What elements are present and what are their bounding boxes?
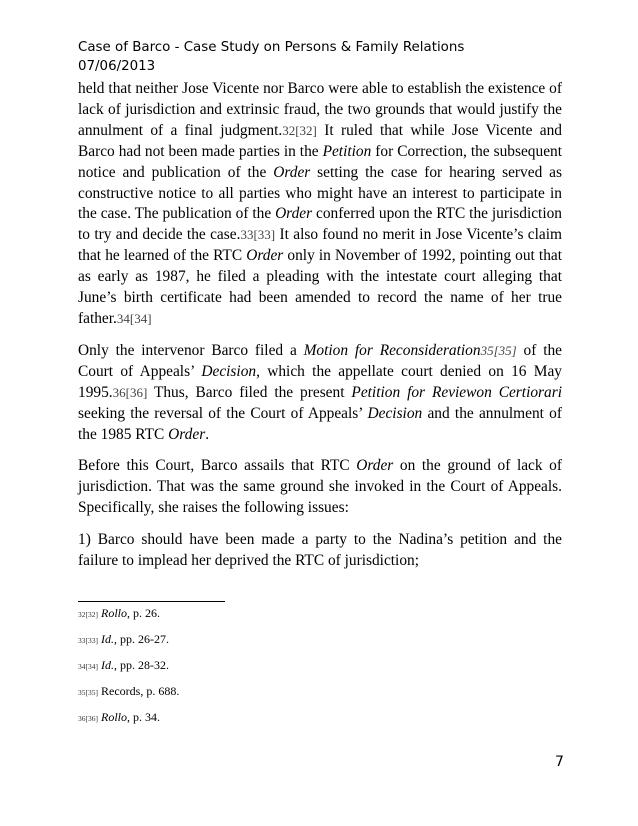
footnotes: [78, 605, 179, 735]
p2-text-e: seeking the reversal of the Court of Appeals’: [78, 404, 368, 422]
header-date: 07/06/2013: [78, 59, 156, 74]
p3-italic-order: Order: [356, 457, 394, 475]
footnote-italic: Id.: [101, 632, 114, 646]
p2-text-c: which the appellate court denied on 16 May 1995.: [78, 362, 562, 401]
p1-italic-order: Order: [273, 163, 311, 181]
p2-text-a: Only the intervenor Barco filed a: [78, 341, 304, 359]
p1-italic-order-2: Order: [275, 205, 313, 223]
header-title: Case of Barco - Case Study on Persons & Family Relations: [78, 40, 465, 55]
p1-italic-order-3: Order: [246, 247, 284, 265]
p2-text-d: Thus, Barco filed the present: [147, 383, 352, 401]
p2-italic-decision: Decision,: [201, 362, 260, 380]
footnote-number: 33[33]: [78, 636, 98, 645]
footnote-ref-32[interactable]: 32[32]: [282, 122, 317, 138]
footnote-33: [78, 631, 179, 657]
footnote-number: 35[35]: [78, 688, 98, 697]
footnote-text: , p. 26.: [127, 606, 160, 620]
p3-text-a: Before this Court, Barco assails that RTC: [78, 457, 357, 475]
page-number: 7: [555, 754, 564, 770]
p1-text-e: conferred upon the RTC the jurisdiction to try and decide the case.: [78, 205, 562, 244]
paragraph-4: [78, 530, 562, 572]
footnote-italic: Rollo: [101, 606, 127, 620]
footnote-text: , p. 34.: [127, 710, 160, 724]
p2-italic-order: Order: [168, 425, 206, 443]
footnote-italic: Id.: [101, 658, 114, 672]
footnote-number: 32[32]: [78, 610, 98, 619]
footnote-36: [78, 709, 179, 735]
footnote-separator: [78, 601, 225, 602]
footnote-35: [78, 683, 179, 709]
p2-italic-motion: Motion for Reconsideration: [303, 341, 481, 359]
p1-text-f: It also found no merit in Jose Vicente’s claim that he learned of the RTC: [78, 226, 562, 265]
footnote-ref-35[interactable]: 35[35]: [480, 342, 517, 358]
footnote-ref-33[interactable]: 33[33]: [240, 227, 276, 243]
p1-text-c: for Correction, the subsequent notice and publication of the: [78, 142, 562, 181]
footnote-ref-34[interactable]: 34[34]: [116, 310, 152, 326]
footnote-32: [78, 605, 179, 631]
p1-text-a: held that neither Jose Vicente nor Barco were able to establish the existence of lack of jurisdiction and extrinsic fraud, the two grounds that would justify the annulment of a final judgment.: [78, 80, 562, 139]
footnote-ref-36[interactable]: 36[36]: [112, 384, 148, 400]
p1-italic-petition: Petition: [322, 142, 372, 160]
p1-text-b: It ruled that while Jose Vicente and Barco had not been made parties in the: [78, 121, 562, 160]
paragraph-1: [78, 79, 562, 330]
p1-text-d: setting the case for hearing served as constructive notice to all parties who might have an interest to participate in the case. The publication of the: [78, 163, 563, 223]
footnote-34: [78, 657, 179, 683]
p3-text-b: on the ground of lack of jurisdiction. That was the same ground she invoked in the Court of Appeals. Specifically, she raises the following issues:: [78, 457, 562, 517]
p2-text-f: and the annulment of the 1985 RTC: [78, 404, 563, 443]
footnote-italic: Rollo: [101, 710, 127, 724]
p4-text: 1) Barco should have been made a party to the Nadina’s petition and the failure to implead her deprived the RTC of jurisdiction;: [78, 531, 562, 570]
paragraph-2: [78, 341, 562, 446]
p2-text-g: .: [205, 425, 210, 443]
p2-text-b: of the Court of Appeals’: [78, 341, 562, 380]
footnote-number: 36[36]: [78, 714, 98, 723]
p2-italic-decision-2: Decision: [367, 404, 423, 422]
footnote-number: 34[34]: [78, 662, 98, 671]
footnote-text: , pp. 26-27.: [114, 632, 169, 646]
p2-italic-petition-review: Petition for Reviewon Certiorari: [351, 383, 562, 401]
p1-text-g: only in November of 1992, pointing out that as early as 1987, he filed a pleading with the intestate court alleging that June’s birth certificate had been amended to record the name of her true father.: [78, 247, 562, 327]
document-header: [78, 38, 464, 76]
paragraph-3: [78, 456, 562, 519]
footnote-text: , pp. 28-32.: [114, 658, 169, 672]
footnote-text: Records, p. 688.: [101, 684, 180, 698]
document-body: [78, 79, 562, 583]
